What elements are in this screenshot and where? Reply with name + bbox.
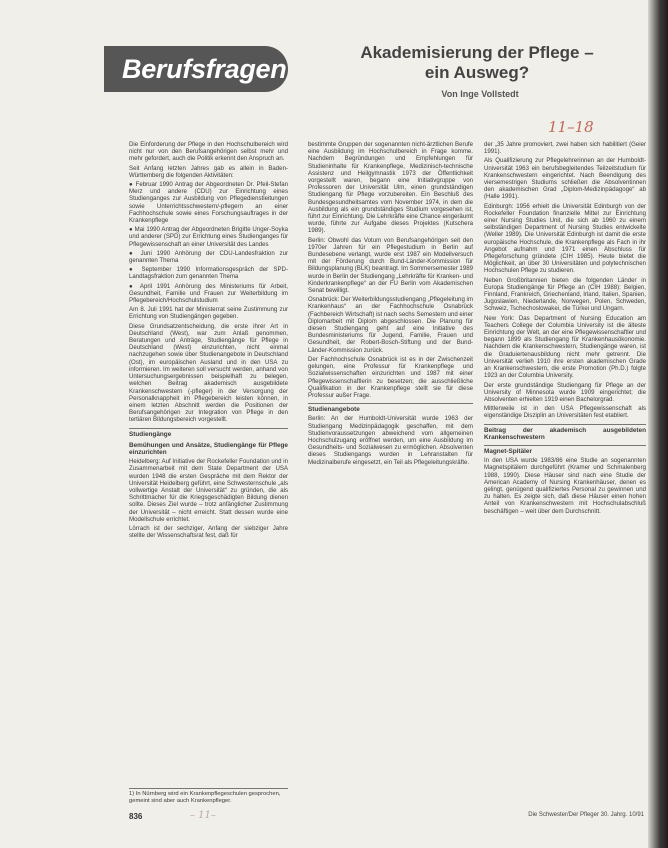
page-number: 836 bbox=[129, 812, 143, 821]
paragraph: Mittlerweile ist in den USA Pflegewissenschaft als eigenständige Disziplin an Universitäten fest etabliert. bbox=[484, 405, 646, 420]
paragraph: Heidelberg: Auf Initiative der Rockefeller Foundation und in Zusammenarbeit mit dem State Department der USA wurden 1948 die ersten Gespräche mit dem Rektor der Universität Heidelberg geführt, eine Schwesternschule „als vollwertige Anstalt der Universität“ zu gründen, die als Schrittmacher für die Kriegsgeschädigten Bildung dienen sollte. Dieses Ziel wurde – trotz anfänglicher Zustimmung der Universität – nicht erreicht. Statt dessen wurde eine Modellschule errichtet. bbox=[129, 458, 288, 523]
paragraph: Der Fachhochschule Osnabrück ist es in der Zwischenzeit gelungen, eine Professur für Krankenpflege und Sozialwissenschaften einzurichten und 1987 mit einer Pflegewissenschaftlerin zu besetzen; die ausschließliche Qualifikation in der Krankenpflege stellt sie für diese Professur außer Frage. bbox=[308, 355, 473, 399]
article-title: Akademisierung der Pflege – ein Ausweg? bbox=[360, 43, 594, 82]
section-banner-label: Berufsfragen bbox=[122, 54, 287, 84]
column-1 bbox=[129, 141, 288, 541]
paragraph: Berlin: Obwohl das Votum von Berufsangehörigen seit den 1970er Jahren für ein Pflegestudium in Berlin auf Bundesebene verlangt, wurde erst 1987 ein Modellversuch mit der Förderung durch Bund-Länder-Kommission für Bildungsplanung (BLK) beantragt. Im Sommersemester 1989 wurde in Berlin der Studiengang „Lehrkräfte für Kranken- und Kinderkrankenpflege“ an der FU Berlin vom Akademischen Senat bewilligt. bbox=[308, 236, 473, 295]
paragraph: Edinburgh: 1956 erhielt die Universität Edinburgh von der Rockefeller Foundation finanzielle Mittel zur Einrichtung einer Nursing Studies Unit, die sich ab 1960 zu einem selbständigen Department of Nursing Studies entwickelte (Weller 1989). Die Universität Edinburgh ist damit die erste europäische Hochschule, die Krankenpflege als Fach in ihr Angebot aufnahm und 1971 einen Abschluss für Pflegeforschung gründete (CIH 1985). Heute bietet die Möglichkeit, an über 30 Universitäten und polytechnischen Hochschulen Pflege zu studieren. bbox=[484, 202, 646, 275]
journal-footer: Die Schwester/Der Pfleger 30. Jahrg. 10/91 bbox=[528, 812, 644, 818]
column-2 bbox=[308, 141, 473, 468]
bullet-item: ● Februar 1990 Antrag der Abgeordneten Dr. Pfeil-Stefan Merz und andere (CDU) zur Einrichtung eines Studienganges zur Ausbildung von Pflegedienstleitungen sowie Unterrichtsschwestern/-pflegern an einer Fachhochschule sowie eines Forschungsauftrages in der Krankenpflege bbox=[129, 181, 288, 225]
paragraph: Als Qualifizierung zur Pflegelehrerinnen an der Humboldt-Universität 1963 ein berufsbegleitendes Teilzeitstudium für Krankenschwestern eingerichtet. Nach Beendigung des viersemestrigen Studiums schließen die Absolventinnen den akademischen Grad „Diplom-Medizinpädagoge“ ab (Halle 1991). bbox=[484, 157, 646, 201]
section-heading: Studienangebote bbox=[308, 403, 473, 413]
handwritten-note: 11–18 bbox=[548, 118, 594, 136]
paragraph: Der erste grundständige Studiengang für Pflege an der University of Minnesota wurde 1909 eingerichtet; die Absolventen erhielten 1919 einen Bachelorgrad. bbox=[484, 381, 646, 403]
section-heading: Studiengänge bbox=[129, 428, 288, 438]
paragraph: Seit Anfang letzten Jahres gab es allein in Baden-Württemberg die folgenden Aktivitäten: bbox=[129, 164, 288, 179]
paragraph: Berlin: An der Humboldt-Universität wurde 1963 der Studiengang Medizinpädagogik geschaffen, mit dem Studienvoraussetzungen abweichend vom allgemeinen Hochschulzugang eröffnet werden, um eine Ausbildung im Gesundheits- und Sozialwesen zu ermöglichen. Absolventen dieses Studiengangs wurden in Lehranstalten für Medizinalberufe eingesetzt, ein Teil als Pflegeleitungskräfte. bbox=[308, 415, 473, 466]
paragraph: Die Einforderung der Pflege in den Hochschulbereich wird nicht nur von den Berufsangehörigen selbst mehr und mehr gefordert, auch die Politik erkennt den Anspruch an. bbox=[129, 141, 288, 163]
column-3 bbox=[484, 141, 646, 517]
paragraph: Diese Grundsatzentscheidung, die erste ihrer Art in Deutschland (West), war zum Anlaß genommen, Beratungen und Anträge, Studiengänge für Pflege in Deutschland (West) einzurichten, nicht einmal nachzugehen sowie über Studienangebote in Deutschland (Ost), im europäischen Ausland und in den USA zu informieren. Im weiteren soll versucht werden, anhand von Untersuchungsergebnissen beispielhaft zu belegen, welchen Beitrag akademisch ausgebildete Krankenschwestern (-pfleger) in der Versorgung der Personalknappheit im Pflegebereich leisten können, in einem letzten Abschnitt werden die Positionen der Berufsangehörigen zur Integration von Pflege in den tertiären Bildungsbereich vorgestellt. bbox=[129, 322, 288, 424]
bullet-item: ● September 1990 Informationsgespräch der SPD-Landtagsfraktion zum genannten Thema bbox=[129, 266, 288, 281]
paragraph: Osnabrück: Der Weiterbildungsstudiengang „Pflegeleitung im Krankenhaus“ an der Fachhochschule Osnabrück (Fachbereich Wirtschaft) ist nach sechs Semestern und einer Diplomarbeit mit Diplom abgeschlossen. Die Planung für diesen Studiengang geht auf eine Initiative des Bundesministeriums für Jugend, Familie, Frauen und Gesundheit, der Robert-Bosch-Stiftung und der Bund-Länder-Kommission zurück. bbox=[308, 296, 473, 354]
paragraph: Am 8. Juli 1991 hat der Ministerrat seine Zustimmung zur Errichtung von Studiengängen gegeben. bbox=[129, 306, 288, 321]
article-author: Von Inge Vollstedt bbox=[441, 89, 519, 99]
page-scribble: – 11– bbox=[190, 810, 216, 821]
paragraph: Lörrach ist der sechziger, Anfang der siebziger Jahre stellte der Wissenschaftsrat fest, daß für bbox=[129, 524, 288, 540]
paragraph: der „35 Jahre promoviert, zwei haben sich habilitiert (Geier 1991). bbox=[484, 141, 646, 156]
paragraph: bestimmte Gruppen der sogenannten nicht-ärztlichen Berufe eine Ausbildung im Hochschulbereich in Frage komme. Nachdem Begründungen und Empfehlungen für Studieninhalte für Krankenpflege, Medizinisch-technische Assistenz und Heilgymnastik 1973 der Öffentlichkeit vorgestellt waren, begann eine Initiativgruppe von Professoren der Universität Ulm, einen grundständigen Studiengang für Pflege vorzubereiten. Ein Beschluß des Bundesgesundheitsamtes vom November 1974, in dem die Ausbildung als ein grundständiges Studium vorgesehen ist, führt zur Einrichtung. Die Lehrkräfte eine Chance eingeräumt wurde, führte zur Aufgabe dieses Projektes (Kutschera 1989). bbox=[308, 141, 473, 235]
section-heading: Beitrag der akademisch ausgebildeten Krankenschwestern bbox=[484, 424, 646, 441]
subsection-heading: Bemühungen und Ansätze, Studiengänge für Pflege einzurichten bbox=[129, 441, 288, 456]
bullet-item: ● Mai 1990 Antrag der Abgeordneten Brigitte Unger-Soyka und anderer (SPD) zur Errichtung eines Studienganges für Pflegewissenschaft an einer Universität des Landes bbox=[129, 226, 288, 248]
footnote: 1) In Nürnberg wird ein Krankenpflegeschulen gesprochen, gemeint sind aber auch Krankenpfleger. bbox=[129, 788, 288, 805]
scan-edge-shadow bbox=[648, 0, 668, 848]
bullet-item: ● April 1991 Anhörung des Ministeriums für Arbeit, Gesundheit, Familie und Frauen zur Weiterbildung im Pflegebereich/Hochschulstudium bbox=[129, 282, 288, 305]
paragraph: Neben Großbritannien bieten die folgenden Länder in Europa Studiengänge für Pflege an (CIH 1988): Belgien, Finnland, Frankreich, Griechenland, Irland, Italien, Spanien, Jugoslawien, Niederlande, Norwegen, Polen, Schweden, Schweiz, Tschechoslowakei, die Türkei und Ungarn. bbox=[484, 276, 646, 313]
bullet-item: ● Juni 1990 Anhörung der CDU-Landesfraktion zur genannten Thema bbox=[129, 249, 288, 265]
paragraph: New York: Das Department of Nursing Education am Teachers College der Columbia University ist die älteste Einrichtung der Welt, an der eine Pflegewissenschaftler und begann 1899 als Studiengang für Krankenhausökonomie. Nachdem die Krankenschwestern, Studiengänge waren, ist die Graduiertenausbildung nicht mehr getrennt. Die Universität verlieh 1910 ihre ersten akademischen Grade an Krankenschwestern, die erste Promotion (Ph.D.) folgte 1923 an der Columbia University. bbox=[484, 314, 646, 380]
subsection-heading: Magnet-Spitäler bbox=[484, 445, 646, 455]
paragraph: In den USA wurde 1983/86 eine Studie an sogenannten Magnetspitälern durchgeführt (Kramer und Schmalenberg 1988, 1990). Diese Häuser sind nach eine Studie der American Academy of Nursing Krankenhäuser, denen es gelingt, genügend qualifiziertes Personal zu gewinnen und zu halten. Es zeigte sich, daß diese Häuser einen hohen Anteil von Krankenschwestern mit Hochschulabschluß beschäftigen – weit über dem Durchschnitt. bbox=[484, 457, 646, 515]
